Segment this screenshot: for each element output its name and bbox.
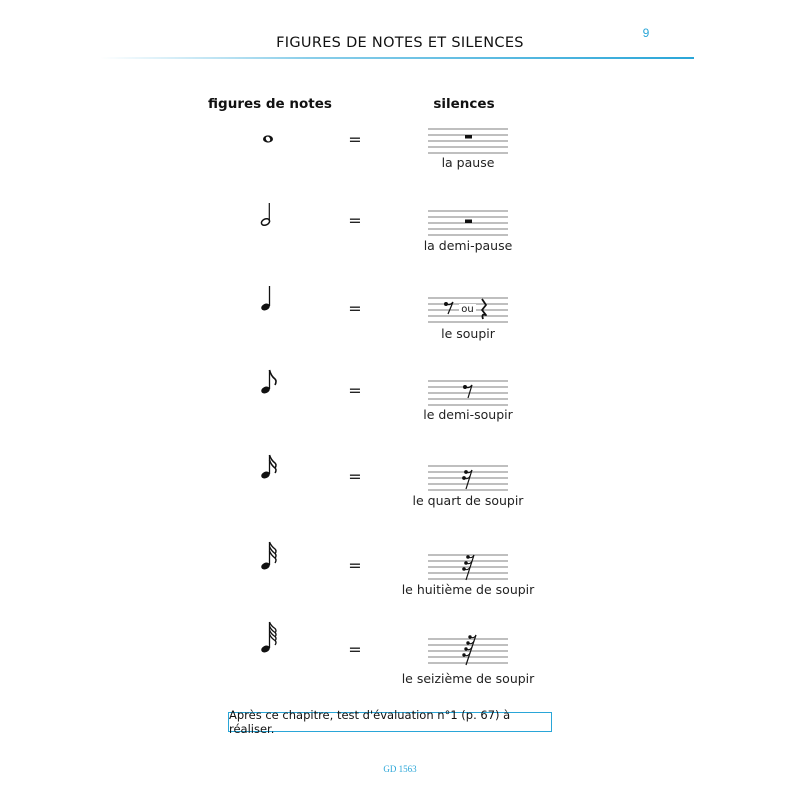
- row-sixty-fourth: [0, 620, 800, 700]
- quarter-note-icon: [248, 286, 288, 346]
- page-number: 9: [642, 26, 650, 40]
- sixty-fourth-rest-icon: [428, 636, 508, 666]
- evaluation-note-text: Après ce chapitre, test d'évaluation n°1 (p. 67) à réaliser.: [229, 708, 511, 736]
- row-sixteenth: [0, 455, 800, 535]
- row-half: [0, 200, 800, 280]
- half-rest-icon: [428, 208, 508, 238]
- half-note-icon: [248, 200, 288, 260]
- evaluation-note: [228, 708, 552, 736]
- equals-sign: =: [348, 299, 362, 318]
- row-quarter: [0, 286, 800, 366]
- footer-code: GD 1563: [383, 764, 417, 774]
- header-rule: [100, 57, 694, 59]
- sixteenth-rest-icon: [428, 463, 508, 493]
- sixteenth-note-icon: [248, 455, 288, 515]
- equals-sign: =: [348, 130, 362, 149]
- equals-sign: =: [348, 640, 362, 659]
- thirty-second-rest-icon: [428, 552, 508, 582]
- equals-sign: =: [348, 211, 362, 230]
- whole-note-icon: [248, 124, 288, 184]
- rest-label: la demi-pause: [423, 238, 513, 253]
- whole-rest-icon: [428, 126, 508, 156]
- rest-label: la pause: [441, 155, 495, 170]
- eighth-rest-icon: [428, 378, 508, 408]
- row-whole: [0, 124, 800, 204]
- equals-sign: =: [348, 381, 362, 400]
- row-eighth: [0, 370, 800, 450]
- sixty-fourth-note-icon: [248, 620, 288, 680]
- column-header-notes: figures de notes: [208, 96, 332, 112]
- rest-label: le seizième de soupir: [401, 671, 535, 686]
- thirty-second-note-icon: [248, 540, 288, 600]
- eighth-note-icon: [248, 370, 288, 430]
- rest-label: le quart de soupir: [412, 493, 524, 508]
- equals-sign: =: [348, 556, 362, 575]
- quarter-rest-icon: [428, 295, 508, 325]
- page-title: FIGURES DE NOTES ET SILENCES: [276, 35, 524, 51]
- rest-connector: ou: [461, 304, 474, 315]
- column-header-rests: silences: [433, 96, 495, 112]
- row-thirty-second: [0, 540, 800, 620]
- rest-label: le soupir: [441, 326, 495, 341]
- rest-label: le huitième de soupir: [401, 582, 535, 597]
- rest-label: le demi-soupir: [423, 407, 513, 422]
- equals-sign: =: [348, 467, 362, 486]
